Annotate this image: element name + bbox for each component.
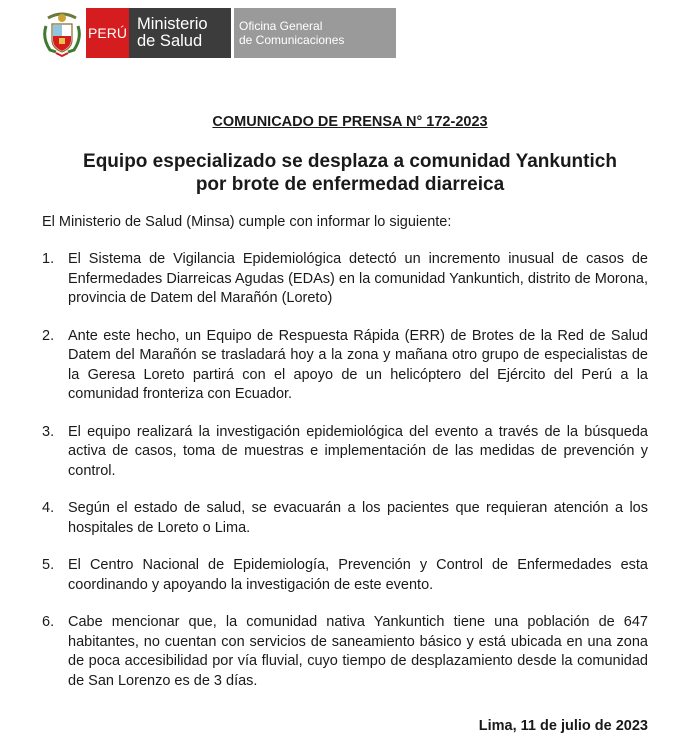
item-number: 1. <box>42 251 55 267</box>
title-line1: Equipo especializado se desplaza a comunidad Yankuntich <box>83 151 617 172</box>
title-line2: por brote de enfermedad diarreica <box>195 174 505 195</box>
list-item <box>42 556 648 595</box>
intro-text: El Ministerio de Salud (Minsa) cumple con informar lo siguiente: <box>42 214 452 230</box>
list-item <box>42 613 648 691</box>
list-item <box>42 250 648 309</box>
ministry-line2: de Salud <box>137 32 203 50</box>
page-title <box>0 150 700 196</box>
item-list <box>42 250 648 709</box>
coat-of-arms-icon <box>42 8 82 58</box>
press-release-number-text: COMUNICADO DE PRENSA N° 172-2023 <box>212 114 488 130</box>
ministry-name <box>129 8 231 58</box>
list-item <box>42 327 648 405</box>
header-logo <box>42 8 396 58</box>
item-number: 5. <box>42 557 55 573</box>
office-name <box>234 8 396 58</box>
item-text: El Centro Nacional de Epidemiología, Prevención y Control de Enfermedades esta coordinando y apoyando la investigación de este evento. <box>68 557 648 593</box>
office-line1: Oficina General <box>239 19 323 33</box>
list-item <box>42 423 648 482</box>
item-text: Según el estado de salud, se evacuarán a los pacientes que requieran atención a los hospitales de Loreto o Lima. <box>68 500 648 536</box>
item-number: 2. <box>42 327 55 344</box>
peru-label: PERÚ <box>86 8 129 58</box>
item-number: 3. <box>42 423 55 440</box>
ministry-line1: Ministerio <box>137 15 208 33</box>
date-line: Lima, 11 de julio de 2023 <box>478 718 648 734</box>
item-text: Cabe mencionar que, la comunidad nativa Yankuntich tiene una población de 647 habitantes, no cuentan con servicios de saneamiento básico y está ubicada en una zona de poca accesibilidad por vía fluvial, cuyo tiempo de desplazamiento desde la comunidad de San Lorenzo es de 3 días. <box>68 614 648 689</box>
item-text: Ante este hecho, un Equipo de Respuesta Rápida (ERR) de Brotes de la Red de Salud Datem del Marañón se trasladará hoy a la zona y mañana otro grupo de especialistas de la Geresa Loreto partirá con el apoyo de un helicóptero del Ejército del Perú a la comunidad fronteriza con Ecuador. <box>68 327 648 402</box>
list-item <box>42 499 648 538</box>
item-text: El equipo realizará la investigación epidemiológica del evento a través de la búsqueda activa de casos, toma de muestras e implementación de las medidas de prevención y control. <box>68 423 648 479</box>
office-line2: de Comunicaciones <box>239 33 345 47</box>
press-release-number <box>0 114 700 130</box>
item-number: 6. <box>42 614 55 630</box>
item-number: 4. <box>42 500 55 516</box>
item-text: El Sistema de Vigilancia Epidemiológica detectó un incremento inusual de casos de Enfermedades Diarreicas Agudas (EDAs) en la comunidad Yankuntich, distrito de Morona, provincia de Datem del Marañón (Loreto) <box>68 251 648 306</box>
